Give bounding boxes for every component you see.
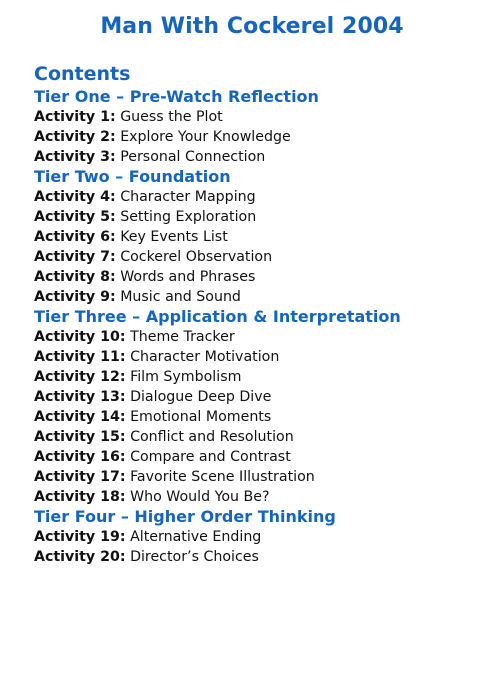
- activity-label: Activity 12:: [34, 369, 126, 385]
- activity-label: Activity 9:: [34, 289, 116, 305]
- activity-item: [34, 547, 484, 567]
- activity-item: [34, 467, 484, 487]
- activity-label: Activity 6:: [34, 229, 116, 245]
- document-title: Man With Cockerel 2004: [100, 14, 404, 39]
- tier-section: [34, 167, 484, 307]
- activity-item: [34, 187, 484, 207]
- activity-name: Key Events List: [120, 229, 228, 245]
- activity-item: [34, 327, 484, 347]
- tier-heading: Tier Four – Higher Order Thinking: [34, 507, 336, 526]
- activity-label: Activity 13:: [34, 389, 126, 405]
- activity-label: Activity 1:: [34, 109, 116, 125]
- activity-item: [34, 107, 484, 127]
- activity-name: Personal Connection: [120, 149, 266, 165]
- activity-item: [34, 407, 484, 427]
- activity-name: Music and Sound: [120, 289, 241, 305]
- activity-name: Theme Tracker: [130, 329, 235, 345]
- activity-name: Cockerel Observation: [120, 249, 273, 265]
- activity-name: Alternative Ending: [130, 529, 262, 545]
- table-of-contents: [34, 62, 484, 567]
- activity-label: Activity 14:: [34, 409, 126, 425]
- activity-name: Explore Your Knowledge: [120, 129, 291, 145]
- tier-heading: Tier Two – Foundation: [34, 167, 231, 186]
- activity-name: Emotional Moments: [130, 409, 272, 425]
- activity-label: Activity 16:: [34, 449, 126, 465]
- activity-name: Setting Exploration: [120, 209, 257, 225]
- activity-label: Activity 3:: [34, 149, 116, 165]
- activity-label: Activity 15:: [34, 429, 126, 445]
- activity-name: Director’s Choices: [130, 549, 259, 565]
- tier-section: [34, 87, 484, 167]
- activity-name: Compare and Contrast: [130, 449, 291, 465]
- activity-item: [34, 127, 484, 147]
- activity-item: [34, 207, 484, 227]
- activity-item: [34, 427, 484, 447]
- activity-item: [34, 487, 484, 507]
- activity-item: [34, 347, 484, 367]
- activity-label: Activity 2:: [34, 129, 116, 145]
- activity-label: Activity 7:: [34, 249, 116, 265]
- activity-label: Activity 11:: [34, 349, 126, 365]
- activity-label: Activity 10:: [34, 329, 126, 345]
- tier-heading: Tier One – Pre-Watch Reflection: [34, 87, 319, 106]
- activity-label: Activity 18:: [34, 489, 126, 505]
- activity-item: [34, 527, 484, 547]
- contents-heading: Contents: [34, 63, 131, 85]
- activity-name: Who Would You Be?: [130, 489, 270, 505]
- activity-name: Film Symbolism: [130, 369, 242, 385]
- activity-item: [34, 367, 484, 387]
- tier-heading: Tier Three – Application & Interpretation: [34, 307, 401, 326]
- activity-label: Activity 5:: [34, 209, 116, 225]
- tier-section: [34, 507, 484, 567]
- activity-name: Words and Phrases: [120, 269, 256, 285]
- activity-item: [34, 247, 484, 267]
- activity-name: Conflict and Resolution: [130, 429, 294, 445]
- activity-name: Favorite Scene Illustration: [130, 469, 315, 485]
- activity-label: Activity 8:: [34, 269, 116, 285]
- activity-label: Activity 20:: [34, 549, 126, 565]
- activity-label: Activity 17:: [34, 469, 126, 485]
- activity-label: Activity 19:: [34, 529, 126, 545]
- activity-label: Activity 4:: [34, 189, 116, 205]
- activity-item: [34, 227, 484, 247]
- activity-item: [34, 147, 484, 167]
- activity-name: Character Mapping: [120, 189, 256, 205]
- activity-item: [34, 387, 484, 407]
- activity-item: [34, 287, 484, 307]
- activity-item: [34, 267, 484, 287]
- activity-name: Character Motivation: [130, 349, 280, 365]
- activity-name: Dialogue Deep Dive: [130, 389, 272, 405]
- activity-name: Guess the Plot: [120, 109, 223, 125]
- tier-section: [34, 307, 484, 507]
- activity-item: [34, 447, 484, 467]
